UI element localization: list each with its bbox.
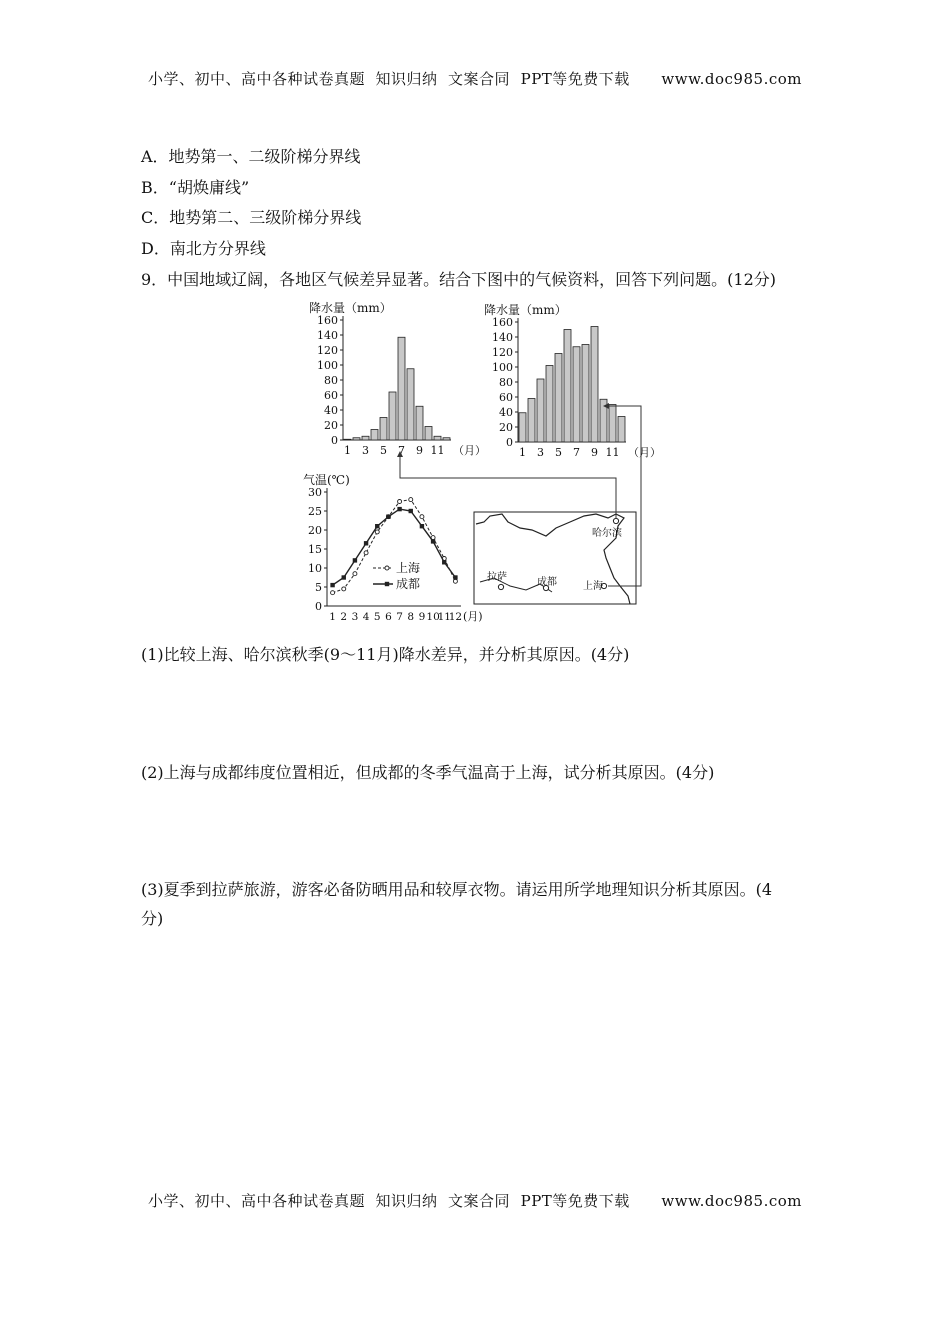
temperature-point-成都 <box>375 524 379 528</box>
temperature-y-tick-label: 5 <box>315 581 322 594</box>
harbin-precip-bar <box>344 439 351 440</box>
map-label-harbin: 哈尔滨 <box>592 528 622 539</box>
temperature-y-tick-label: 0 <box>315 600 322 613</box>
temperature-point-上海 <box>375 530 379 534</box>
harbin-precip-y-tick-label: 0 <box>331 434 338 447</box>
temperature-x-tick-label: 10 <box>426 611 440 623</box>
temperature-point-成都 <box>431 539 435 543</box>
option-d: D．南北方分界线 <box>141 239 266 258</box>
temperature-point-上海 <box>409 498 413 502</box>
temperature-point-上海 <box>342 587 346 591</box>
shanghai-precip-bar <box>528 399 535 443</box>
page-footer: 小学、初中、高中各种试卷真题 知识归纳 文案合同 PPT等免费下载 www.doc985.com <box>147 1192 802 1210</box>
temperature-y-tick-label: 30 <box>308 486 322 499</box>
map-frame <box>474 512 636 604</box>
shanghai-precip-y-tick-label: 140 <box>492 331 513 344</box>
option-c: C．地势第二、三级阶梯分界线 <box>141 208 362 227</box>
shanghai-precip-bar <box>537 379 544 442</box>
shanghai-precip-y-tick-label: 160 <box>492 316 513 329</box>
harbin-precip-bar <box>416 406 423 440</box>
temperature-point-成都 <box>364 541 368 545</box>
option-b: B．“胡焕庸线” <box>141 178 250 197</box>
temperature-y-tick-label: 20 <box>308 524 322 537</box>
harbin-precip-bar <box>407 369 414 440</box>
temperature-point-成都 <box>442 560 446 564</box>
harbin-precip-x-tick-label: 5 <box>380 444 387 457</box>
shanghai-precip-title: 降水量（mm） <box>484 303 567 317</box>
temperature-point-上海 <box>353 572 357 576</box>
temperature-title: 气温(℃) <box>303 473 350 487</box>
map-label-lhasa: 拉萨 <box>487 572 507 583</box>
shanghai-precip-bar <box>591 327 598 443</box>
shanghai-precip-x-tick-label: 3 <box>537 446 544 459</box>
temperature-legend-marker <box>385 582 389 586</box>
temperature-x-tick-label: 7 <box>396 611 403 623</box>
harbin-precip-title: 降水量（mm） <box>309 301 392 315</box>
harbin-precip-bar <box>353 438 360 440</box>
map-inset <box>474 512 636 604</box>
temperature-point-成都 <box>409 509 413 513</box>
temperature-point-成都 <box>386 515 390 519</box>
shanghai-precip-x-tick-label: 1 <box>519 446 526 459</box>
shanghai-precip-bar <box>564 330 571 443</box>
harbin-precip-bar <box>362 436 369 440</box>
shanghai-precip-chart <box>484 302 661 459</box>
temperature-point-成都 <box>353 558 357 562</box>
temperature-y-tick-label: 15 <box>308 543 322 556</box>
shanghai-precip-x-tick-label: 5 <box>555 446 562 459</box>
shanghai-precip-x-tick-label: 9 <box>591 446 598 459</box>
harbin-precip-chart <box>309 300 486 457</box>
temperature-x-label: (月) <box>463 610 483 623</box>
harbin-precip-x-label: （月） <box>453 444 486 457</box>
harbin-precip-y-tick-label: 40 <box>324 404 338 417</box>
temperature-point-上海 <box>364 551 368 555</box>
harbin-precip-bar <box>371 430 378 441</box>
harbin-precip-x-tick-label: 9 <box>416 444 423 457</box>
temperature-x-tick-label: 8 <box>407 611 415 623</box>
sub-question-1: (1)比较上海、哈尔滨秋季(9～11月)降水差异，并分析其原因。(4分) <box>141 645 630 664</box>
temperature-x-tick-label: 6 <box>385 611 392 623</box>
shanghai-precip-x-tick-label: 11 <box>605 446 620 459</box>
sub-question-3-cont: 分) <box>141 909 164 928</box>
temperature-legend-label: 上海 <box>396 561 421 575</box>
shanghai-precip-bar <box>546 366 553 443</box>
harbin-precip-x-tick-label: 7 <box>398 444 405 457</box>
temperature-point-成都 <box>397 507 401 511</box>
sub-question-2: (2)上海与成都纬度位置相近，但成都的冬季气温高于上海，试分析其原因。(4分) <box>141 763 715 782</box>
harbin-connector-arrow <box>400 452 616 518</box>
temperature-legend-label: 成都 <box>396 577 421 591</box>
temperature-x-tick-label: 3 <box>351 611 359 623</box>
temperature-point-上海 <box>420 515 424 519</box>
temperature-x-tick-label: 2 <box>340 611 348 623</box>
temperature-point-上海 <box>331 591 335 595</box>
climate-figure-svg <box>290 292 661 632</box>
map-label-chengdu: 成都 <box>537 577 557 588</box>
temperature-point-上海 <box>453 579 457 583</box>
temperature-x-tick-label: 9 <box>418 611 426 623</box>
shanghai-precip-bar <box>618 417 625 443</box>
harbin-precip-bar <box>443 438 450 440</box>
shanghai-precip-bar <box>582 345 589 443</box>
climate-figure <box>290 292 661 636</box>
harbin-precip-y-tick-label: 160 <box>317 314 338 327</box>
harbin-precip-y-tick-label: 100 <box>317 359 338 372</box>
shanghai-precip-y-tick-label: 80 <box>499 376 513 389</box>
shanghai-precip-x-label: （月） <box>628 446 661 459</box>
shanghai-precip-y-tick-label: 60 <box>499 391 513 404</box>
temperature-x-tick-label: 11 <box>437 611 451 623</box>
sub-question-3: (3)夏季到拉萨旅游，游客必备防晒用品和较厚衣物。请运用所学地理知识分析其原因。(4 <box>141 880 773 899</box>
shanghai-precip-bar <box>555 354 562 443</box>
page-header: 小学、初中、高中各种试卷真题 知识归纳 文案合同 PPT等免费下载 www.doc985.com <box>147 70 802 88</box>
question-stem: 9．中国地域辽阔，各地区气候差异显著。结合下图中的气候资料，回答下列问题。(12分) <box>141 270 777 289</box>
harbin-precip-y-tick-label: 80 <box>324 374 338 387</box>
shanghai-precip-y-tick-label: 100 <box>492 361 513 374</box>
temperature-x-tick-label: 4 <box>362 611 370 623</box>
shanghai-precip-y-tick-label: 40 <box>499 406 513 419</box>
harbin-precip-y-tick-label: 120 <box>317 344 338 357</box>
shanghai-precip-y-tick-label: 20 <box>499 421 513 434</box>
harbin-precip-x-tick-label: 11 <box>430 444 445 457</box>
temperature-y-tick-label: 10 <box>308 562 322 575</box>
temperature-y-tick-label: 25 <box>308 505 322 518</box>
temperature-x-tick-label: 1 <box>329 611 336 623</box>
lhasa-point-icon <box>498 584 503 589</box>
harbin-precip-bar <box>398 337 405 440</box>
temperature-point-成都 <box>330 583 334 587</box>
shanghai-precip-bar <box>609 405 616 443</box>
shanghai-precip-bar <box>573 347 580 442</box>
harbin-precip-bar <box>389 392 396 440</box>
harbin-precip-x-tick-label: 1 <box>344 444 351 457</box>
harbin-precip-y-tick-label: 20 <box>324 419 338 432</box>
temperature-legend-marker <box>385 566 389 570</box>
harbin-point-icon <box>613 518 618 523</box>
map-label-shanghai: 上海 <box>583 581 603 592</box>
shanghai-precip-y-tick-label: 0 <box>506 436 513 449</box>
temperature-chart <box>303 472 483 623</box>
temperature-series-line <box>333 509 456 585</box>
temperature-point-成都 <box>342 575 346 579</box>
shanghai-precip-y-tick-label: 120 <box>492 346 513 359</box>
harbin-precip-bar <box>434 436 441 440</box>
harbin-precip-y-tick-label: 60 <box>324 389 338 402</box>
option-a: A．地势第一、二级阶梯分界线 <box>141 147 361 166</box>
temperature-point-成都 <box>420 524 424 528</box>
temperature-point-成都 <box>453 575 457 579</box>
harbin-precip-bar <box>380 418 387 441</box>
harbin-precip-bar <box>425 427 432 441</box>
harbin-precip-y-tick-label: 140 <box>317 329 338 342</box>
harbin-precip-x-tick-label: 3 <box>362 444 369 457</box>
temperature-x-tick-label: 12 <box>448 611 463 623</box>
shanghai-precip-bar <box>519 413 526 442</box>
temperature-point-上海 <box>398 500 402 504</box>
temperature-x-tick-label: 5 <box>373 611 381 623</box>
shanghai-precip-x-tick-label: 7 <box>573 446 580 459</box>
